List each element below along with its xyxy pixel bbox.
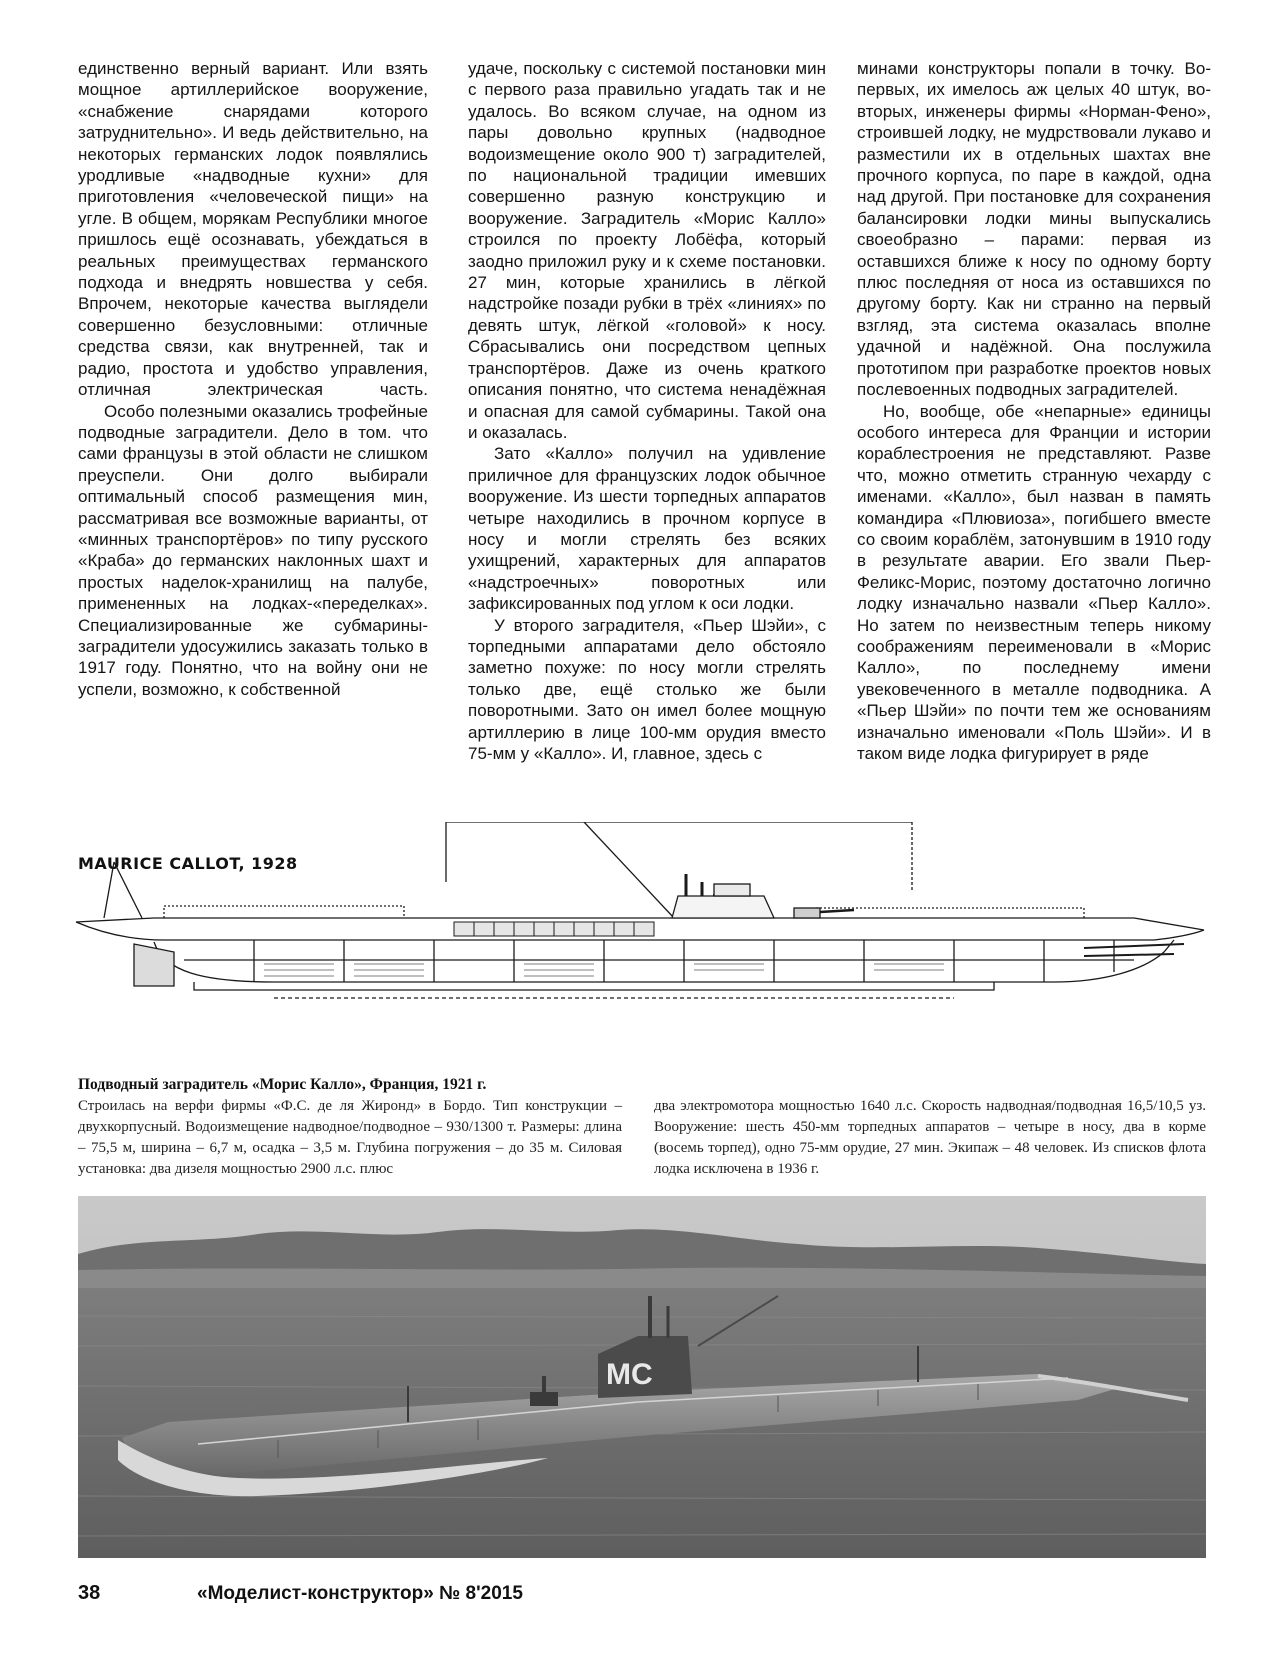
submarine-photo	[78, 1196, 1206, 1558]
conning-tower	[672, 896, 774, 918]
paragraph: Особо полезными оказались трофейные подводные заградители. Дело в том. что сами французы в этой области не слишком преуспели. Они долго выбирали оптимальный способ размещения мин, рассматривая все возможные варианты, от «минных транспортёров» по типу русского «Краба» до германских наклонных шахт и простых наделок-хранилищ на палубе, примененных на лодках-«переделках». Специализированные же субмарины-заградители удосужились заказать только в 1917 году. Понятно, что на войну они не успели, возможно, к собственной	[78, 401, 428, 699]
bow-jackstaff	[104, 862, 114, 918]
paragraph: Зато «Калло» получил на удивление приличное для французских лодок обычное вооружение. Из шести торпедных аппаратов четыре находились в прочном корпусе в носу и могли стрелять без всяких ухищрений, характерных для аппаратов «надстроечных» поворотных или зафиксированных под углом к оси лодки.	[468, 444, 826, 614]
stay-wire	[584, 822, 674, 918]
caption-text-left: Строилась на верфи фирмы «Ф.С. де ля Жиронд» в Бордо. Тип конструкции – двухкорпусный. Водоизмещение надводное/подводное – 930/1300 т. Размеры: длина – 75,5 м, ширина – 6,7 м, осадка – 3,5 м. Глубина погружения – до 35 м. Силовая установка: два дизеля мощностью 2900 л.с. плюс	[78, 1098, 622, 1177]
magazine-issue: «Моделист-конструктор» № 8'2015	[197, 1583, 523, 1604]
paragraph: минами конструкторы попали в точку. Во-первых, их имелось аж целых 40 штук, во-вторых, инженеры фирмы «Норман-Фено», строившей лодку, не мудрствовали лукаво и разместили их в отдельных шахтах вне прочного корпуса, по паре в каждой, одна над другой. При постановке для сохранения балансировки лодки мины выпускались своеобразно – парами: первая из оставшихся ближе к носу по одному борту плюс последняя от носа из оставшихся по другому борту. Как ни странно на первый взгляд, эта система оказалась вполне удачной и надёжной. Она послужила прототипом при разработке проектов новых послевоенных подводных заградителей.	[857, 59, 1211, 400]
submarine-profile-drawing	[74, 822, 1206, 1058]
paragraph: У второго заградителя, «Пьер Шэйи», с торпедными аппаратами дело обстояло заметно похуже: по носу могли стрелять только две, ещё столько же были поворотными. Зато он имел более мощную артиллерию в лице 100-мм орудия вместо 75-мм у «Калло». И, главное, здесь с	[468, 615, 826, 763]
hull-marking: MC	[606, 1358, 653, 1391]
article-column-1	[78, 58, 428, 700]
article-column-3	[857, 58, 1211, 764]
photo-illustration	[78, 1196, 1206, 1558]
paragraph: удаче, поскольку с системой постановки мин с первого раза правильно угадать так и не удалось. Во всяком случае, на одном из пары довольно крупных (надводное водоизмещение около 900 т) заградителей, по национальной традиции имевших совершенно разную конструкцию и вооружение. Заградитель «Морис Калло» строился по проекту Лобёфа, который заодно приложил руку и к схеме постановки. 27 мин, которые хранились в лёгкой надстройке позади рубки в трёх «линиях» по девять штук, лёгкой «головой» к носу. Сбрасывались они посредством цепных транспортёров. Даже из очень краткого описания понятно, что система ненадёжная и опасная для самой субмарины. Такой она и оказалась.	[468, 59, 826, 442]
drawing-title: MAURICE CALLOT, 1928	[78, 854, 298, 873]
paragraph: единственно верный вариант. Или взять мощное артиллерийское вооружение, «снабжение снарядами которого затруднительно». И ведь действительно, на некоторых германских лодок появлялись уродливые «надводные кухни» для приготовления «человеческой пищи» на угле. В общем, морякам Республики многое пришлось ещё осознавать, убеждаться в реальных преимуществах германского подхода и внедрять новшества у себя. Впрочем, некоторые качества выглядели совершенно безусловными: отличные средства связи, как внутренней, так и радио, простота и удобство управления, отличная электрическая часть.	[78, 59, 428, 400]
caption-title: Подводный заградитель «Морис Калло», Франция, 1921 г.	[78, 1076, 487, 1093]
rudder	[134, 944, 174, 986]
page-number: 38	[78, 1582, 101, 1604]
paragraph: Но, вообще, обе «непарные» единицы особого интереса для Франции и истории кораблестроения не представляют. Разве что, можно отметить странную чехарду с именами. «Калло», был назван в память командира «Плювиоза», погибшего вместе со своим кораблём, затонувшим в 1910 году в результате аварии. Его звали Пьер-Феликс-Морис, поэтому достаточно логично лодку изначально назвали «Пьер Калло». Но затем по неизвестным теперь никому соображениям переименовали в «Морис Калло», по последнему имени увековеченного в металле подводника. А «Пьер Шэйи» по почти тем же основаниям изначально именовали «Поль Шэйи». И в таком виде лодка фигурирует в ряде	[857, 401, 1211, 763]
deck-gun	[794, 908, 820, 918]
mine-rack	[454, 922, 654, 936]
deck-gun	[530, 1392, 558, 1406]
caption-text-right: два электромотора мощностью 1640 л.с. Скорость надводная/подводная 16,5/10,5 уз. Вооружение: шесть 450-мм торпедных аппаратов – четыре в носу, два в корме (восемь торпед), одно 75-мм орудие, 27 мин. Экипаж – 48 человек. Из списков флота лодка исключена в 1936 г.	[654, 1098, 1206, 1177]
article-column-2	[468, 58, 826, 764]
